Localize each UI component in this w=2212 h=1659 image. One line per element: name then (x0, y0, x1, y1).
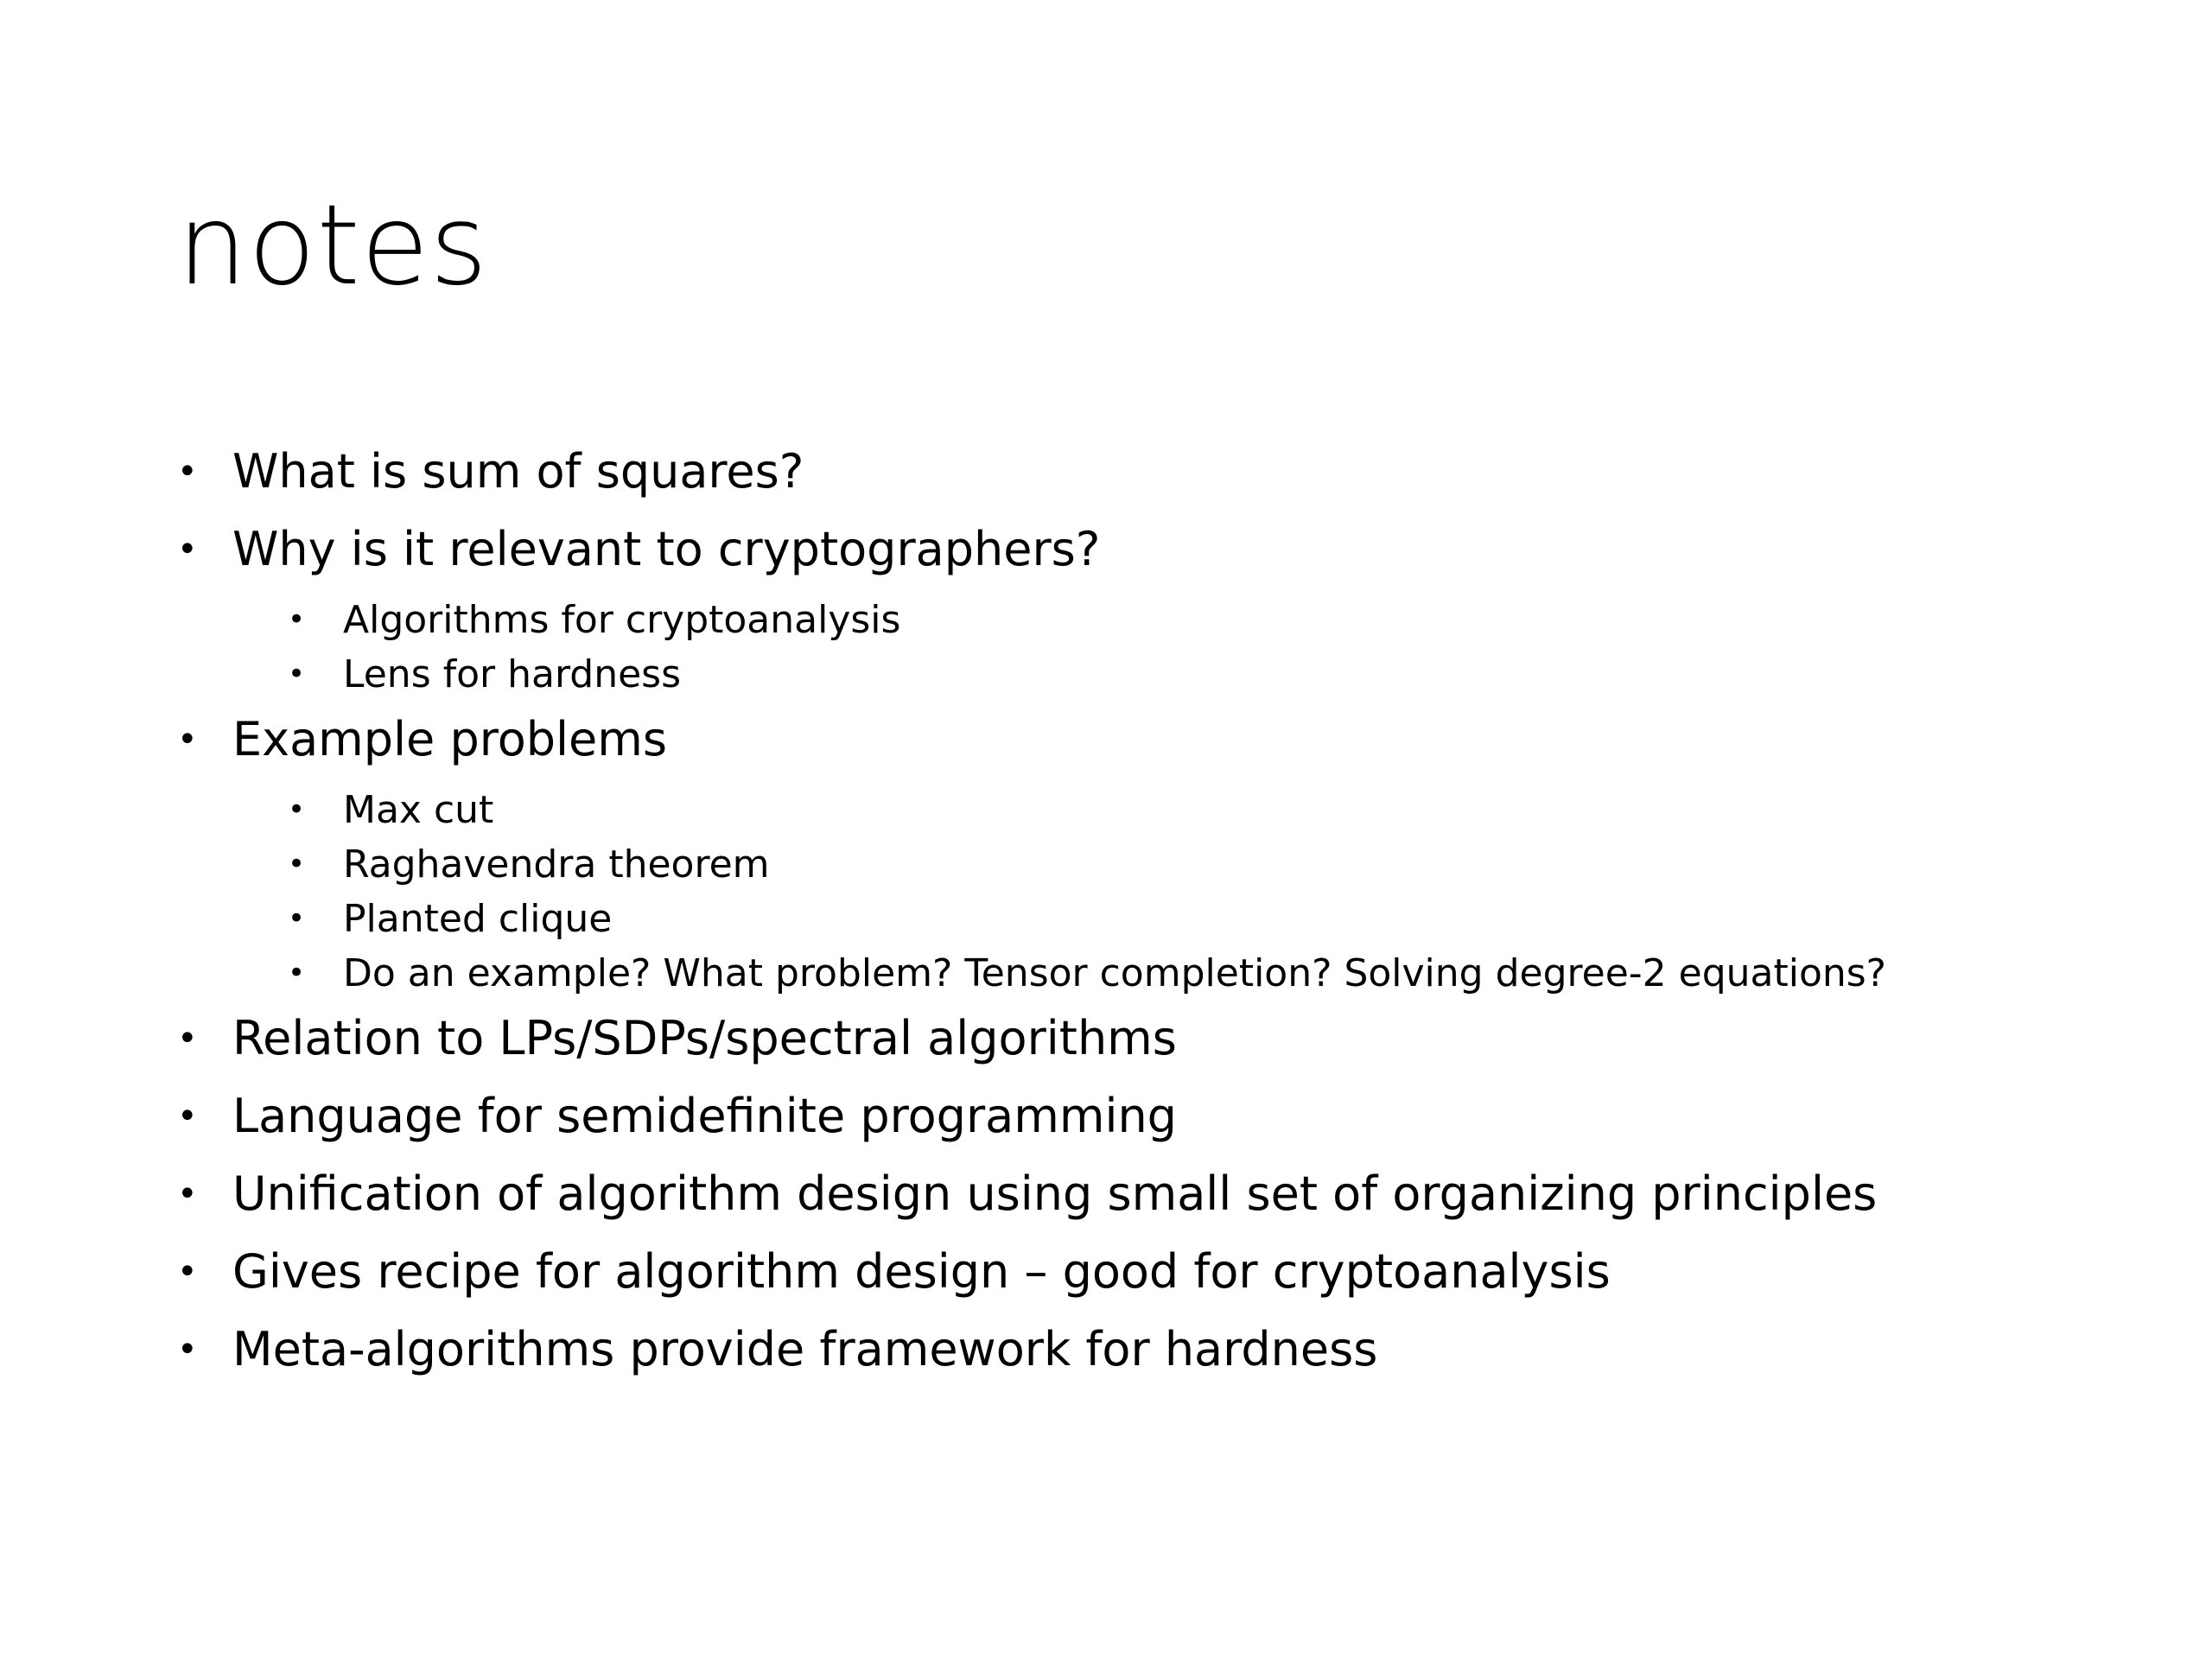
sub-bullet-text: Max cut (343, 788, 494, 832)
sub-bullet-text: Raghavendra theorem (343, 842, 770, 887)
bullet-icon: • (177, 530, 198, 569)
bullet-item (177, 1004, 2078, 1073)
bullet-icon: • (177, 1096, 198, 1136)
sub-bullet-icon: • (288, 901, 306, 936)
sub-bullet-group (177, 783, 2078, 1001)
sub-bullet-item (177, 783, 2078, 837)
slide-title: notes (177, 181, 489, 310)
bullet-item (177, 515, 2078, 584)
bullet-icon: • (177, 1174, 198, 1214)
bullet-text: Relation to LPs/SDPs/spectral algorithms (232, 1011, 1177, 1065)
bullet-text: Meta-algorithms provide framework for hardness (232, 1322, 1378, 1376)
sub-bullet-item (177, 946, 2078, 1001)
bullet-icon: • (177, 1019, 198, 1058)
bullet-item (177, 705, 2078, 774)
sub-bullet-item (177, 892, 2078, 946)
bullet-list (177, 437, 2078, 1393)
sub-bullet-text: Lens for hardness (343, 652, 681, 696)
bullet-icon: • (177, 1330, 198, 1370)
sub-bullet-item (177, 593, 2078, 647)
bullet-item (177, 1160, 2078, 1229)
sub-bullet-item (177, 837, 2078, 892)
bullet-item (177, 1237, 2078, 1306)
bullet-text: Example problems (232, 712, 668, 766)
bullet-text: What is sum of squares? (232, 444, 804, 499)
sub-bullet-list (177, 783, 2078, 1001)
sub-bullet-text: Algorithms for cryptoanalysis (343, 598, 901, 642)
sub-bullet-list (177, 593, 2078, 702)
bullet-text: Language for semidefinite programming (232, 1089, 1177, 1143)
bullet-text: Gives recipe for algorithm design – good for cryptoanalysis (232, 1244, 1611, 1299)
sub-bullet-group (177, 593, 2078, 702)
bullet-icon: • (177, 720, 198, 760)
sub-bullet-icon: • (288, 792, 306, 827)
sub-bullet-icon: • (288, 956, 306, 990)
sub-bullet-icon: • (288, 602, 306, 637)
bullet-item (177, 1082, 2078, 1151)
sub-bullet-item (177, 647, 2078, 702)
sub-bullet-icon: • (288, 657, 306, 691)
sub-bullet-icon: • (288, 847, 306, 881)
bullet-item (177, 1315, 2078, 1384)
bullet-item (177, 437, 2078, 506)
bullet-icon: • (177, 452, 198, 492)
sub-bullet-text: Planted clique (343, 897, 613, 941)
sub-bullet-text: Do an example? What problem? Tensor completion? Solving degree-2 equations? (343, 951, 1887, 995)
bullet-text: Why is it relevant to cryptographers? (232, 522, 1101, 576)
bullet-icon: • (177, 1252, 198, 1292)
bullet-text: Unification of algorithm design using small set of organizing principles (232, 1166, 1878, 1221)
